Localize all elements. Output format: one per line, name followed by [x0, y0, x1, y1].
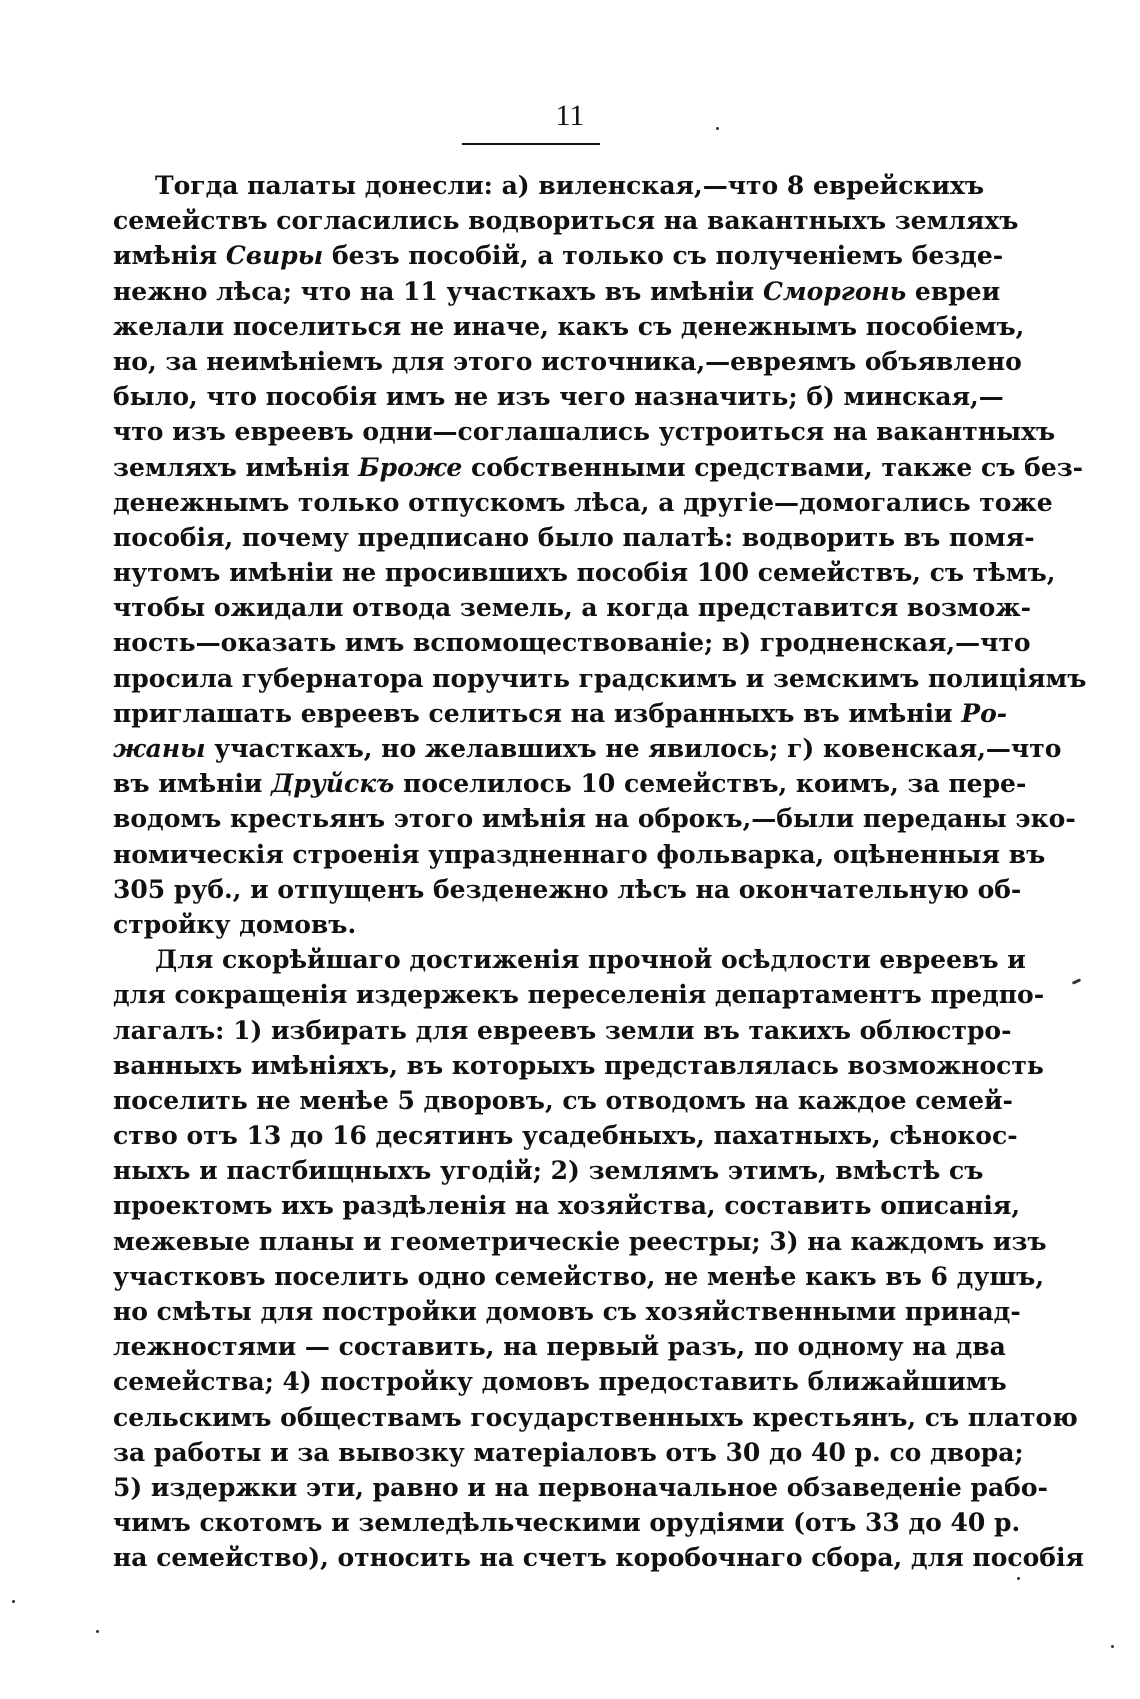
- text-run: участкахъ, но желавшихъ не явилось; г) ковенская,—что: [205, 734, 1062, 763]
- text-run: на семейство), относить на счетъ коробочнаго сбора, для пособія: [113, 1543, 1084, 1573]
- text-line: [113, 1259, 1045, 1294]
- text-run: имѣнія: [113, 241, 226, 271]
- text-run: ныхъ и пастбищныхъ угодій; 2) землямъ этимъ, вмѣстѣ съ: [113, 1156, 984, 1186]
- text-line: [113, 1505, 1021, 1540]
- text-line: [113, 485, 1053, 520]
- text-run: проектомъ ихъ раздѣленія на хозяйства, составить описанія,: [113, 1191, 1021, 1221]
- text-run: семействъ согласились водвориться на вакантныхъ земляхъ: [113, 206, 1019, 236]
- text-line: [113, 1048, 1044, 1083]
- text-line: [113, 450, 1084, 485]
- text-line: [113, 1013, 1012, 1048]
- text-line: [113, 1540, 1084, 1575]
- text-line: [113, 1435, 1024, 1470]
- place-name: Броже: [358, 452, 463, 482]
- text-line: [113, 1224, 1047, 1259]
- text-line: [113, 625, 1031, 660]
- text-run: въ имѣніи: [113, 769, 272, 799]
- place-name: Сморгонь: [762, 276, 907, 306]
- text-line: [113, 1188, 1021, 1223]
- text-run: приглашать евреевъ селиться на избранныхъ въ имѣніи: [113, 698, 962, 728]
- text-line: [113, 1294, 1021, 1329]
- text-run: стройку домовъ.: [113, 909, 357, 939]
- text-line: [113, 520, 1035, 555]
- page-number: 11: [555, 99, 585, 132]
- text-line: [113, 942, 1026, 977]
- text-run: водомъ крестьянъ этого имѣнія на оброкъ,—были переданы эко-: [113, 804, 1076, 834]
- text-run: но смѣты для постройки домовъ съ хозяйственными принад-: [113, 1297, 1021, 1326]
- text-run: семейства; 4) постройку домовъ предоставить ближайшимъ: [113, 1367, 1007, 1397]
- text-run: ство отъ 13 до 16 десятинъ усадебныхъ, пахатныхъ, сѣнокос-: [113, 1121, 1018, 1151]
- text-line: [113, 274, 1001, 309]
- text-run: чтобы ожидали отвода земель, а когда представится возмож-: [113, 593, 1031, 623]
- text-run: Тогда палаты донесли: а) виленская,—что 8 еврейскихъ: [155, 171, 985, 200]
- text-run: денежнымъ только отпускомъ лѣса, а другіе—домогались тоже: [113, 487, 1053, 517]
- text-run: собственными средствами, также съ без-: [462, 452, 1084, 482]
- text-line: [113, 1118, 1018, 1153]
- text-run: поселилось 10 семействъ, коимъ, за пере-: [394, 769, 1027, 799]
- text-line: [113, 872, 1022, 907]
- text-run: нутомъ имѣніи не просившихъ пособія 100 семействъ, съ тѣмъ,: [113, 558, 1056, 588]
- scan-speck: [96, 1630, 99, 1633]
- text-line: [113, 977, 1045, 1012]
- text-run: чимъ скотомъ и земледѣльческими орудіями (отъ 33 до 40 р.: [113, 1508, 1021, 1538]
- text-run: но, за неимѣніемъ для этого источника,—евреямъ объявлено: [113, 346, 1022, 376]
- text-line: [113, 555, 1056, 590]
- text-line: [113, 379, 1004, 414]
- text-run: было, что пособія имъ не изъ чего назначить; б) минская,—: [113, 382, 1004, 412]
- scan-speck: [716, 127, 719, 130]
- text-run: желали поселиться не иначе, какъ съ денежнымъ пособіемъ,: [113, 311, 1025, 341]
- text-line: [113, 590, 1031, 625]
- text-line: [113, 1400, 1078, 1435]
- text-run: евреи: [906, 276, 1001, 306]
- text-line: [113, 1083, 1013, 1118]
- place-name: жаны: [113, 734, 206, 763]
- text-run: для сокращенія издержекъ переселенія департаментъ предпо-: [113, 980, 1045, 1010]
- text-run: номическія строенія упраздненнаго фольварка, оцѣненныя въ: [113, 839, 1046, 869]
- scan-speck: [1111, 1645, 1114, 1648]
- text-line: [113, 309, 1025, 344]
- place-name: Свиры: [225, 241, 324, 271]
- text-run: ность—оказать имъ вспомоществованіе; в) гродненская,—что: [113, 628, 1031, 658]
- scan-speck: [12, 1600, 15, 1603]
- page-number-rule: [462, 143, 600, 145]
- text-line: [113, 837, 1046, 872]
- text-line: [113, 414, 1056, 449]
- text-line: [113, 661, 1087, 696]
- text-line: [113, 801, 1076, 836]
- text-run: безъ пособій, а только съ полученіемъ безде-: [323, 241, 1004, 271]
- text-run: что изъ евреевъ одни—соглашались устроиться на вакантныхъ: [113, 417, 1056, 447]
- text-line: [113, 731, 1062, 766]
- text-run: просила губернатора поручить градскимъ и земскимъ полиціямъ: [113, 663, 1087, 693]
- text-line: [113, 238, 1004, 273]
- text-line: [113, 696, 1008, 731]
- place-name: Ро-: [961, 698, 1008, 728]
- text-run: Для скорѣйшаго достиженія прочной осѣдлости евреевъ и: [155, 945, 1026, 975]
- text-run: 305 руб., и отпущенъ безденежно лѣсъ на окончательную об-: [113, 874, 1022, 904]
- text-run: сельскимъ обществамъ государственныхъ крестьянъ, съ платою: [113, 1402, 1078, 1432]
- text-run: поселить не менѣе 5 дворовъ, съ отводомъ на каждое семей-: [113, 1085, 1013, 1115]
- place-name: Друйскъ: [271, 769, 395, 799]
- text-run: земляхъ имѣнія: [113, 452, 359, 482]
- text-run: межевые планы и геометрическіе реестры; 3) на каждомъ изъ: [113, 1226, 1047, 1256]
- text-line: [113, 168, 985, 203]
- text-line: [113, 766, 1027, 801]
- text-line: [113, 1153, 984, 1188]
- text-run: нежно лѣса; что на 11 участкахъ въ имѣніи: [113, 276, 763, 306]
- text-line: [113, 203, 1019, 238]
- text-line: [113, 1364, 1007, 1399]
- text-run: лагалъ: 1) избирать для евреевъ земли въ такихъ облюстро-: [113, 1015, 1012, 1045]
- text-run: пособія, почему предписано было палатѣ: водворить въ помя-: [113, 522, 1035, 552]
- text-run: 5) издержки эти, равно и на первоначальное обзаведеніе рабо-: [113, 1472, 1048, 1502]
- text-run: участковъ поселить одно семейство, не менѣе какъ въ 6 душъ,: [113, 1261, 1045, 1291]
- text-line: [113, 1329, 1006, 1364]
- scan-speck: [1017, 1577, 1020, 1580]
- text-line: [113, 907, 951, 942]
- text-run: за работы и за вывозку матеріаловъ отъ 30 до 40 р. со двора;: [113, 1437, 1024, 1467]
- scan-speck: [1072, 978, 1081, 985]
- text-run: лежностями — составить, на первый разъ, по одному на два: [113, 1332, 1006, 1362]
- body-text: [113, 168, 1087, 1576]
- text-run: ванныхъ имѣніяхъ, въ которыхъ представлялась возможность: [113, 1050, 1044, 1080]
- text-line: [113, 1470, 1048, 1505]
- text-line: [113, 344, 1022, 379]
